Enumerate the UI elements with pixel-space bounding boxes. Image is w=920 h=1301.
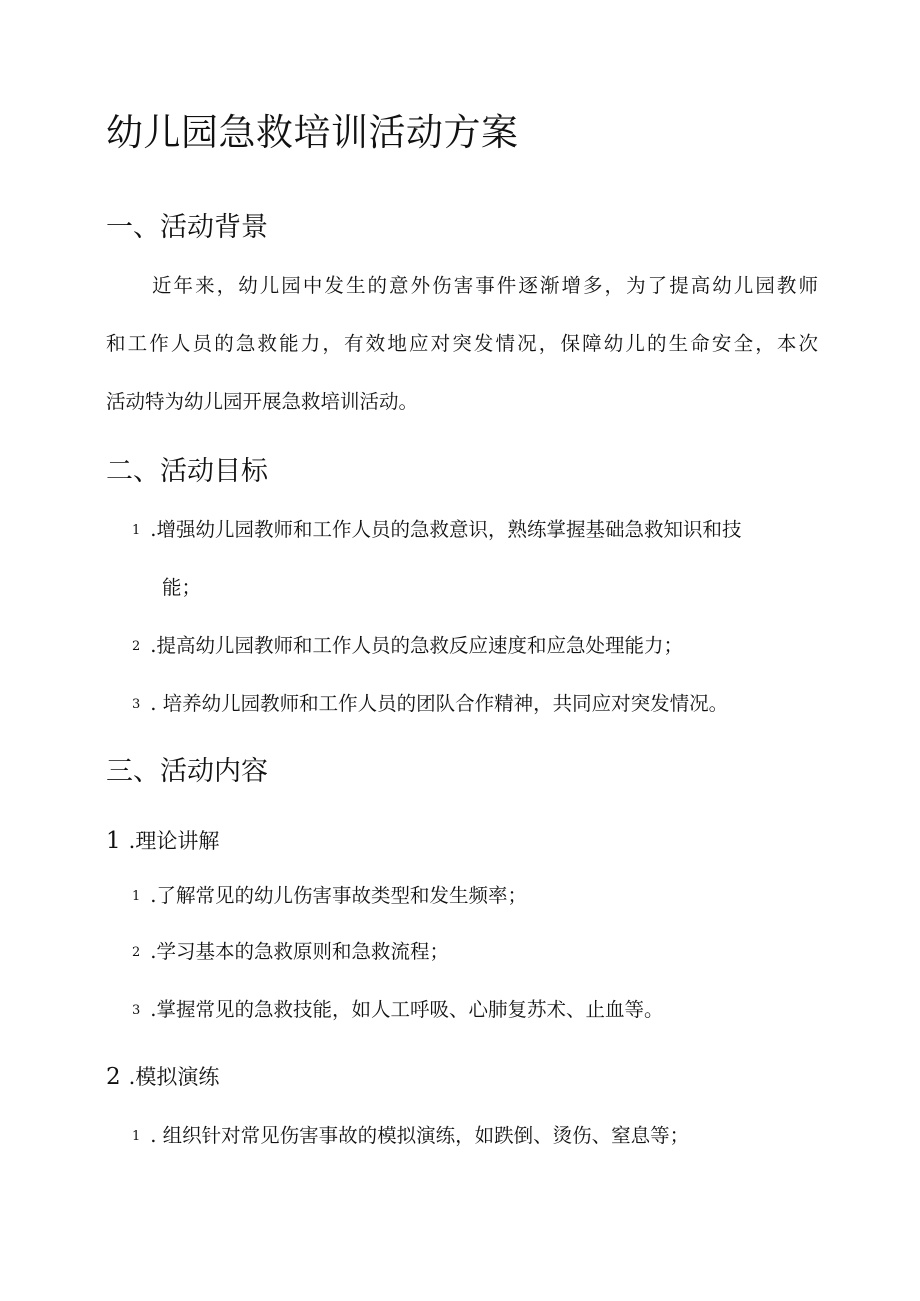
- subsection-title: .理论讲解: [128, 829, 220, 853]
- list-item-number: 1: [132, 889, 141, 904]
- list-item: [132, 1124, 689, 1149]
- subsection-title: .模拟演练: [128, 1065, 220, 1089]
- subsection-heading: [106, 1062, 219, 1092]
- paragraph-line: 活动特为幼儿园开展急救培训活动。: [106, 390, 419, 413]
- section-heading-content: 三、活动内容: [106, 756, 268, 787]
- subsection-number: 2: [106, 1064, 121, 1090]
- list-item-text: .学习基本的急救原则和急救流程；: [150, 940, 449, 963]
- list-item-text: .了解常见的幼儿伤害事故类型和发生频率；: [150, 884, 527, 907]
- subsection-heading: [106, 826, 219, 856]
- paragraph-line: 和工作人员的急救能力，有效地应对突发情况，保障幼儿的生命安全，本次: [106, 332, 818, 355]
- list-item: [132, 634, 683, 659]
- list-item-text: .掌握常见的急救技能，如人工呼吸、心肺复苏术、止血等。: [150, 998, 664, 1021]
- list-item: [132, 998, 663, 1023]
- paragraph-line: 近年来，幼儿园中发生的意外伤害事件逐渐增多，为了提高幼儿园教师: [152, 274, 818, 297]
- list-item: [132, 692, 728, 717]
- subsection-number: 1: [106, 828, 121, 854]
- list-item: [132, 518, 741, 543]
- section-heading-goals: 二、活动目标: [106, 456, 268, 487]
- list-item-continuation: 能；: [162, 576, 202, 599]
- list-item: [132, 940, 449, 965]
- list-item-number: 3: [132, 697, 141, 712]
- list-item-number: 1: [132, 523, 141, 538]
- list-item-number: 3: [132, 1003, 141, 1018]
- list-item-number: 2: [132, 945, 141, 960]
- list-item-text: . 培养幼儿园教师和工作人员的团队合作精神，共同应对突发情况。: [150, 692, 729, 715]
- list-item-number: 2: [132, 639, 141, 654]
- list-item-text: . 组织针对常见伤害事故的模拟演练，如跌倒、烫伤、窒息等；: [150, 1124, 690, 1147]
- list-item-text: .增强幼儿园教师和工作人员的急救意识，熟练掌握基础急救知识和技: [150, 518, 742, 541]
- list-item-text: .提高幼儿园教师和工作人员的急救反应速度和应急处理能力；: [150, 634, 683, 657]
- list-item: [132, 884, 527, 909]
- section-heading-background: 一、活动背景: [106, 212, 268, 243]
- list-item-number: 1: [132, 1129, 141, 1144]
- document-title: 幼儿园急救培训活动方案: [106, 111, 519, 154]
